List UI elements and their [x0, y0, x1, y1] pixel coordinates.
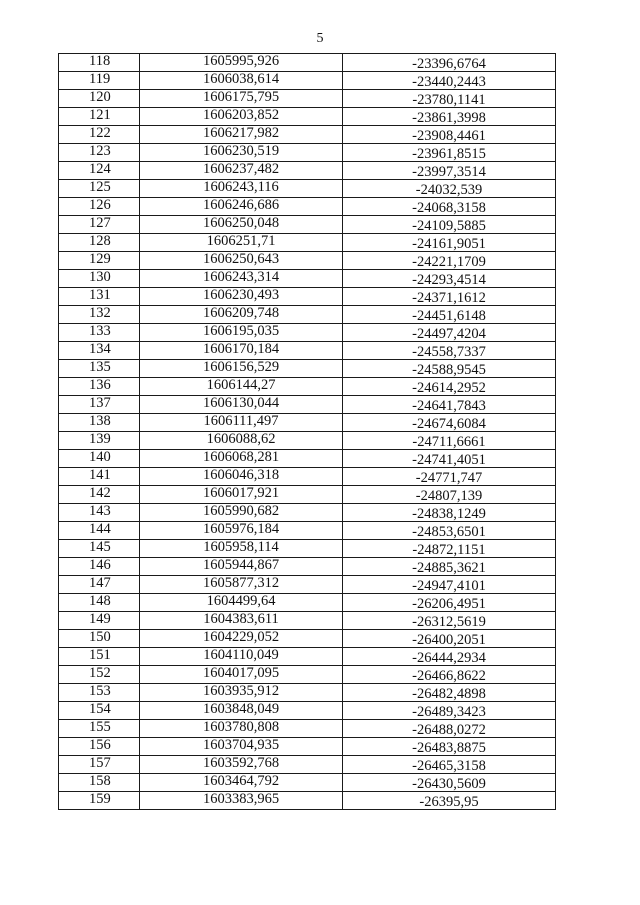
point-number-cell: 145	[59, 540, 140, 558]
table-row	[59, 54, 556, 72]
table-row	[59, 252, 556, 270]
y-coordinate-cell: -24947,4101	[343, 576, 556, 594]
point-number-cell: 158	[59, 774, 140, 792]
y-coordinate-cell: -23396,6764	[343, 54, 556, 72]
x-coordinate-cell: 1606175,795	[140, 90, 343, 108]
point-number-cell: 141	[59, 468, 140, 486]
table-row	[59, 612, 556, 630]
y-coordinate-cell: -26444,2934	[343, 648, 556, 666]
y-coordinate-cell: -24614,2952	[343, 378, 556, 396]
x-coordinate-cell: 1606237,482	[140, 162, 343, 180]
x-coordinate-cell: 1606088,62	[140, 432, 343, 450]
x-coordinate-cell: 1604499,64	[140, 594, 343, 612]
x-coordinate-cell: 1606243,116	[140, 180, 343, 198]
x-coordinate-cell: 1603592,768	[140, 756, 343, 774]
point-number-cell: 128	[59, 234, 140, 252]
point-number-cell: 136	[59, 378, 140, 396]
x-coordinate-cell: 1603704,935	[140, 738, 343, 756]
point-number-cell: 118	[59, 54, 140, 72]
x-coordinate-cell: 1606250,643	[140, 252, 343, 270]
table-row	[59, 198, 556, 216]
y-coordinate-cell: -24558,7337	[343, 342, 556, 360]
x-coordinate-cell: 1606046,318	[140, 468, 343, 486]
y-coordinate-cell: -23997,3514	[343, 162, 556, 180]
table-row	[59, 414, 556, 432]
point-number-cell: 124	[59, 162, 140, 180]
point-number-cell: 147	[59, 576, 140, 594]
x-coordinate-cell: 1605976,184	[140, 522, 343, 540]
x-coordinate-cell: 1605944,867	[140, 558, 343, 576]
x-coordinate-cell: 1605990,682	[140, 504, 343, 522]
x-coordinate-cell: 1606017,921	[140, 486, 343, 504]
point-number-cell: 119	[59, 72, 140, 90]
x-coordinate-cell: 1603848,049	[140, 702, 343, 720]
y-coordinate-cell: -23961,8515	[343, 144, 556, 162]
point-number-cell: 143	[59, 504, 140, 522]
y-coordinate-cell: -24451,6148	[343, 306, 556, 324]
x-coordinate-cell: 1606195,035	[140, 324, 343, 342]
x-coordinate-cell: 1606130,044	[140, 396, 343, 414]
table-row	[59, 270, 556, 288]
point-number-cell: 142	[59, 486, 140, 504]
y-coordinate-cell: -26482,4898	[343, 684, 556, 702]
point-number-cell: 135	[59, 360, 140, 378]
y-coordinate-cell: -24221,1709	[343, 252, 556, 270]
x-coordinate-cell: 1606250,048	[140, 216, 343, 234]
y-coordinate-cell: -24771,747	[343, 468, 556, 486]
y-coordinate-cell: -24853,6501	[343, 522, 556, 540]
point-number-cell: 151	[59, 648, 140, 666]
x-coordinate-cell: 1606170,184	[140, 342, 343, 360]
table-row	[59, 234, 556, 252]
y-coordinate-cell: -24032,539	[343, 180, 556, 198]
x-coordinate-cell: 1606243,314	[140, 270, 343, 288]
table-row	[59, 72, 556, 90]
y-coordinate-cell: -23440,2443	[343, 72, 556, 90]
table-row	[59, 180, 556, 198]
y-coordinate-cell: -26465,3158	[343, 756, 556, 774]
y-coordinate-cell: -24885,3621	[343, 558, 556, 576]
x-coordinate-cell: 1606156,529	[140, 360, 343, 378]
point-number-cell: 157	[59, 756, 140, 774]
table-row	[59, 378, 556, 396]
table-row	[59, 648, 556, 666]
point-number-cell: 120	[59, 90, 140, 108]
table-row	[59, 702, 556, 720]
table-row	[59, 504, 556, 522]
x-coordinate-cell: 1606111,497	[140, 414, 343, 432]
y-coordinate-cell: -23861,3998	[343, 108, 556, 126]
point-number-cell: 138	[59, 414, 140, 432]
x-coordinate-cell: 1606038,614	[140, 72, 343, 90]
x-coordinate-cell: 1606068,281	[140, 450, 343, 468]
point-number-cell: 133	[59, 324, 140, 342]
y-coordinate-cell: -24641,7843	[343, 396, 556, 414]
x-coordinate-cell: 1606209,748	[140, 306, 343, 324]
table-row	[59, 720, 556, 738]
y-coordinate-cell: -26483,8875	[343, 738, 556, 756]
table-row	[59, 162, 556, 180]
table-row	[59, 342, 556, 360]
y-coordinate-cell: -24293,4514	[343, 270, 556, 288]
x-coordinate-cell: 1603780,808	[140, 720, 343, 738]
y-coordinate-cell: -24838,1249	[343, 504, 556, 522]
point-number-cell: 159	[59, 792, 140, 810]
point-number-cell: 139	[59, 432, 140, 450]
y-coordinate-cell: -24497,4204	[343, 324, 556, 342]
point-number-cell: 148	[59, 594, 140, 612]
y-coordinate-cell: -24588,9545	[343, 360, 556, 378]
point-number-cell: 144	[59, 522, 140, 540]
table-row	[59, 792, 556, 810]
table-row	[59, 324, 556, 342]
table-row	[59, 666, 556, 684]
point-number-cell: 125	[59, 180, 140, 198]
x-coordinate-cell: 1605995,926	[140, 54, 343, 72]
y-coordinate-cell: -24161,9051	[343, 234, 556, 252]
x-coordinate-cell: 1605958,114	[140, 540, 343, 558]
point-number-cell: 131	[59, 288, 140, 306]
point-number-cell: 154	[59, 702, 140, 720]
x-coordinate-cell: 1606230,519	[140, 144, 343, 162]
point-number-cell: 130	[59, 270, 140, 288]
point-number-cell: 121	[59, 108, 140, 126]
point-number-cell: 155	[59, 720, 140, 738]
point-number-cell: 127	[59, 216, 140, 234]
x-coordinate-cell: 1603464,792	[140, 774, 343, 792]
y-coordinate-cell: -26400,2051	[343, 630, 556, 648]
point-number-cell: 152	[59, 666, 140, 684]
point-number-cell: 140	[59, 450, 140, 468]
coordinates-table	[58, 53, 556, 810]
x-coordinate-cell: 1604383,611	[140, 612, 343, 630]
y-coordinate-cell: -26466,8622	[343, 666, 556, 684]
point-number-cell: 153	[59, 684, 140, 702]
point-number-cell: 137	[59, 396, 140, 414]
table-row	[59, 774, 556, 792]
x-coordinate-cell: 1606230,493	[140, 288, 343, 306]
y-coordinate-cell: -24068,3158	[343, 198, 556, 216]
y-coordinate-cell: -24872,1151	[343, 540, 556, 558]
x-coordinate-cell: 1606203,852	[140, 108, 343, 126]
table-row	[59, 450, 556, 468]
y-coordinate-cell: -24674,6084	[343, 414, 556, 432]
table-row	[59, 468, 556, 486]
point-number-cell: 126	[59, 198, 140, 216]
point-number-cell: 129	[59, 252, 140, 270]
y-coordinate-cell: -24371,1612	[343, 288, 556, 306]
table-row	[59, 432, 556, 450]
table-row	[59, 360, 556, 378]
y-coordinate-cell: -24711,6661	[343, 432, 556, 450]
x-coordinate-cell: 1605877,312	[140, 576, 343, 594]
y-coordinate-cell: -26430,5609	[343, 774, 556, 792]
point-number-cell: 134	[59, 342, 140, 360]
table-row	[59, 540, 556, 558]
point-number-cell: 156	[59, 738, 140, 756]
x-coordinate-cell: 1604017,095	[140, 666, 343, 684]
point-number-cell: 132	[59, 306, 140, 324]
table-row	[59, 522, 556, 540]
table-row	[59, 90, 556, 108]
point-number-cell: 146	[59, 558, 140, 576]
x-coordinate-cell: 1606246,686	[140, 198, 343, 216]
table-row	[59, 558, 556, 576]
page-number: 5	[316, 31, 324, 46]
table-row	[59, 576, 556, 594]
x-coordinate-cell: 1603935,912	[140, 684, 343, 702]
point-number-cell: 149	[59, 612, 140, 630]
point-number-cell: 122	[59, 126, 140, 144]
y-coordinate-cell: -26206,4951	[343, 594, 556, 612]
table-row	[59, 396, 556, 414]
x-coordinate-cell: 1606251,71	[140, 234, 343, 252]
y-coordinate-cell: -26488,0272	[343, 720, 556, 738]
x-coordinate-cell: 1606217,982	[140, 126, 343, 144]
y-coordinate-cell: -23908,4461	[343, 126, 556, 144]
table-row	[59, 630, 556, 648]
y-coordinate-cell: -24741,4051	[343, 450, 556, 468]
table-row	[59, 486, 556, 504]
table-row	[59, 594, 556, 612]
y-coordinate-cell: -23780,1141	[343, 90, 556, 108]
table-row	[59, 738, 556, 756]
table-row	[59, 684, 556, 702]
x-coordinate-cell: 1606144,27	[140, 378, 343, 396]
x-coordinate-cell: 1604229,052	[140, 630, 343, 648]
x-coordinate-cell: 1604110,049	[140, 648, 343, 666]
y-coordinate-cell: -26489,3423	[343, 702, 556, 720]
table-row	[59, 306, 556, 324]
y-coordinate-cell: -24109,5885	[343, 216, 556, 234]
table-row	[59, 126, 556, 144]
x-coordinate-cell: 1603383,965	[140, 792, 343, 810]
table-row	[59, 756, 556, 774]
coordinates-table-body	[59, 54, 556, 810]
y-coordinate-cell: -26312,5619	[343, 612, 556, 630]
table-row	[59, 288, 556, 306]
table-row	[59, 216, 556, 234]
point-number-cell: 150	[59, 630, 140, 648]
table-row	[59, 108, 556, 126]
point-number-cell: 123	[59, 144, 140, 162]
table-row	[59, 144, 556, 162]
y-coordinate-cell: -26395,95	[343, 792, 556, 810]
y-coordinate-cell: -24807,139	[343, 486, 556, 504]
